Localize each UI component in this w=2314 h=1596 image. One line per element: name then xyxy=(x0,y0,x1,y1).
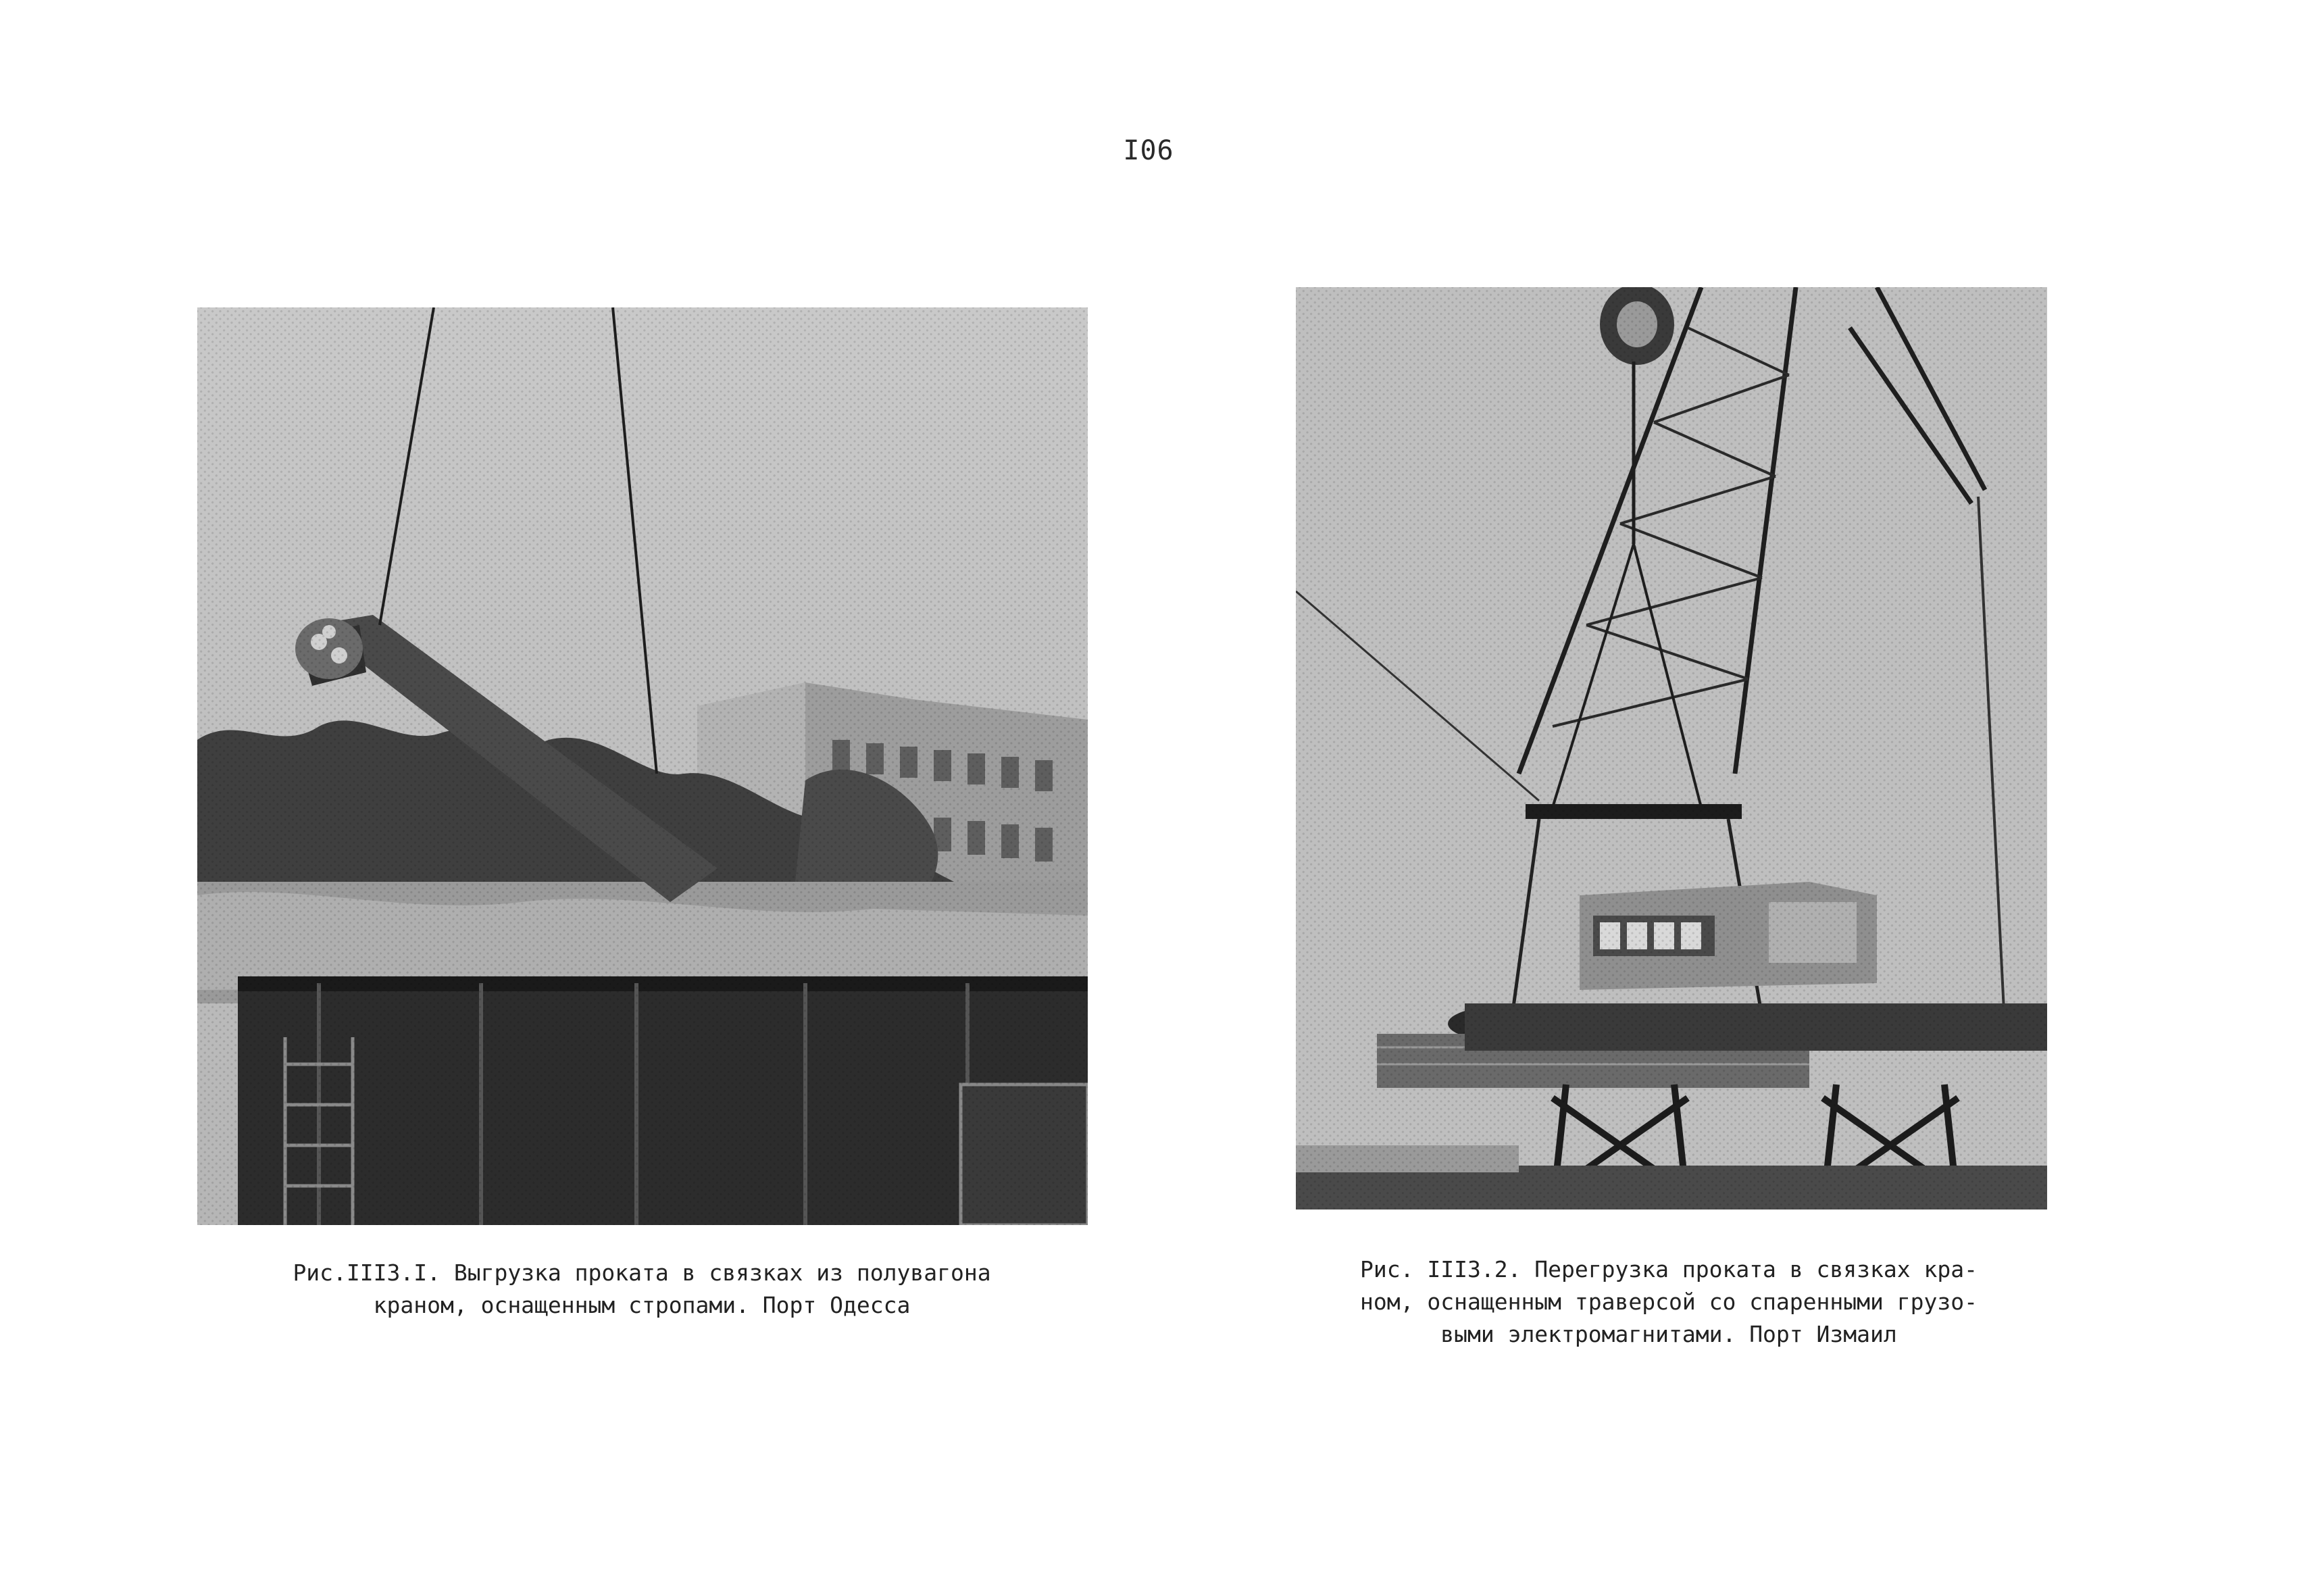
figure-1-caption xyxy=(223,1257,1061,1322)
caption-line: Рис.III3.I. Выгрузка проката в связках из полувагона xyxy=(293,1260,991,1286)
figure-2-caption xyxy=(1311,1253,2027,1351)
figure-2-photo xyxy=(1296,287,2047,1210)
figure-2-illustration xyxy=(1296,287,2047,1210)
caption-line: выми электромагнитами. Порт Измаил xyxy=(1440,1321,1897,1347)
page-number: I06 xyxy=(1123,135,1174,166)
figure-1-photo xyxy=(197,307,1088,1225)
figure-1-illustration xyxy=(197,307,1088,1225)
caption-line: краном, оснащенным стропами. Порт Одесса xyxy=(373,1292,911,1318)
caption-line: Рис. III3.2. Перегрузка проката в связках кра- xyxy=(1360,1256,1978,1282)
caption-line: ном, оснащенным траверсой со спаренными грузо- xyxy=(1360,1289,1978,1315)
